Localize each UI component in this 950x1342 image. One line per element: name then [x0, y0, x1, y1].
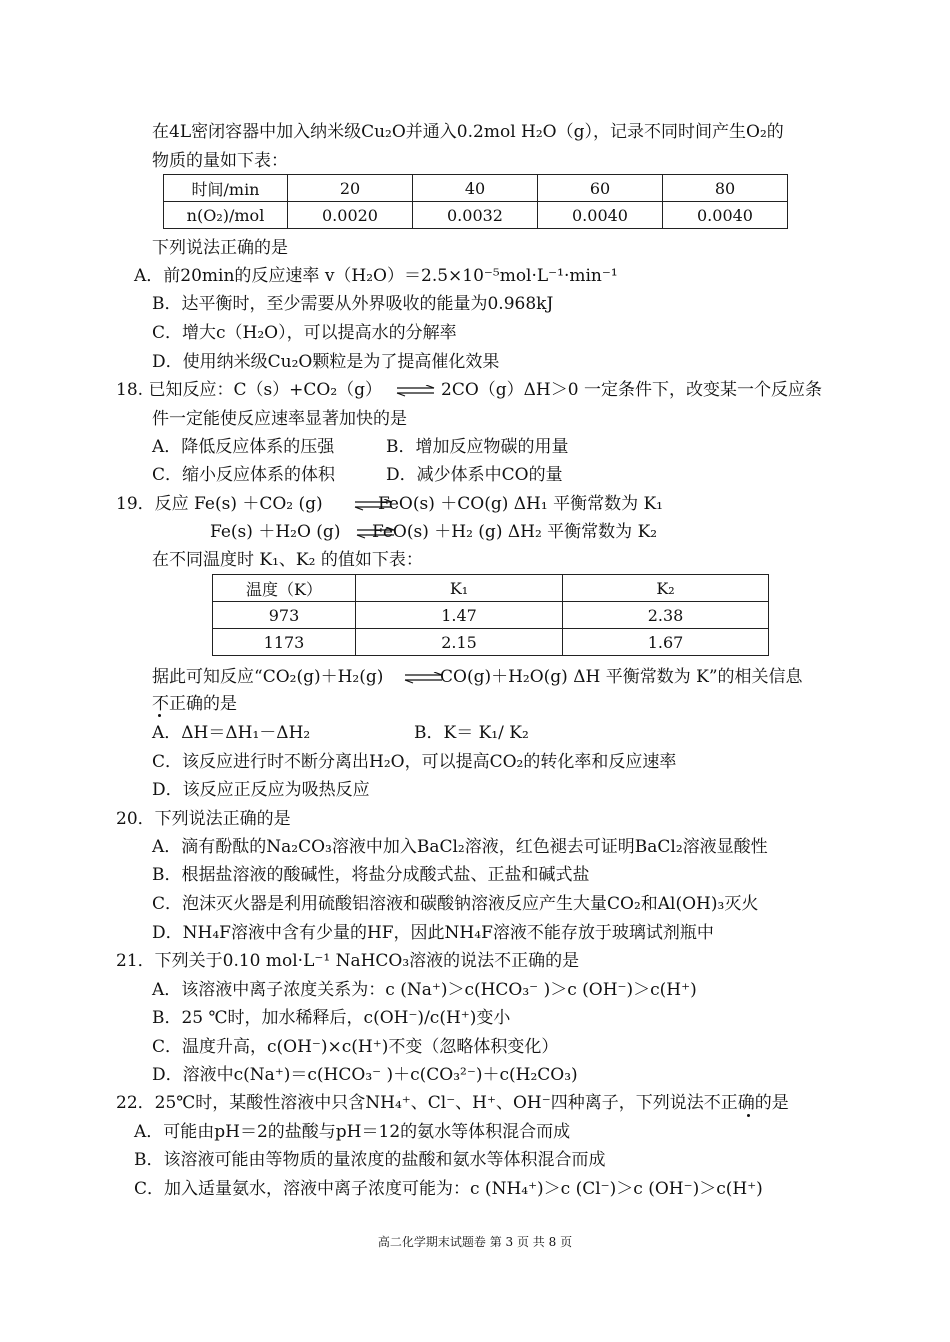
table-cell: 时间/min: [164, 175, 288, 202]
q18-option-b: B．增加反应物碳的用量: [386, 437, 569, 457]
q17-stem: 下列说法正确的是: [152, 238, 288, 258]
table-cell: 0.0020: [288, 202, 413, 229]
q18-line2: 件一定能使反应速率显著加快的是: [152, 409, 407, 429]
q21-option-b: B．25 ℃时，加水稀释后，c(OH⁻)/c(H⁺)变小: [152, 1008, 511, 1028]
table-row: [164, 202, 788, 229]
q19-intro: 在不同温度时 K₁、K₂ 的值如下表：: [152, 550, 423, 570]
q17-option-a: A．前20min的反应速率 v（H₂O）＝2.5×10⁻⁵mol·L⁻¹·min⁻¹: [134, 266, 618, 286]
q18-line1b: 2CO（g）ΔH＞0 一定条件下，改变某一个反应条: [441, 380, 822, 400]
q17-intro: 在4L密闭容器中加入纳米级Cu₂O并通入0.2mol H₂O（g），记录不同时间产生O₂的: [152, 122, 784, 142]
q19-reaction2a: Fe(s) ＋H₂O (g): [210, 522, 341, 542]
table-cell: 20: [288, 175, 413, 202]
q21-option-a: A．该溶液中离子浓度关系为：c (Na⁺)＞c(HCO₃⁻ )＞c (OH⁻)＞c(H⁺): [152, 980, 697, 1000]
q18-option-a: A．降低反应体系的压强: [152, 437, 335, 457]
q20-option-d: D．NH₄F溶液中含有少量的HF，因此NH₄F溶液不能存放于玻璃试剂瓶中: [152, 923, 714, 943]
table-cell: 温度（K）: [213, 575, 356, 602]
q19-question-a: 据此可知反应“CO₂(g)＋H₂(g): [152, 667, 384, 687]
q22-option-a: A．可能由pH＝2的盐酸与pH＝12的氨水等体积混合而成: [134, 1122, 571, 1142]
q21-option-d: D．溶液中c(Na⁺)＝c(HCO₃⁻ )＋c(CO₃²⁻)＋c(H₂CO₃): [152, 1065, 578, 1085]
q19-reaction1b: FeO(s) ＋CO(g) ΔH₁ 平衡常数为 K₁: [378, 494, 663, 514]
q17-option-b: B．达平衡时，至少需要从外界吸收的能量为0.968kJ: [152, 294, 554, 314]
table-row: [213, 575, 769, 602]
q17-option-c: C．增大c（H₂O），可以提高水的分解率: [152, 323, 457, 343]
table-cell: 80: [663, 175, 788, 202]
q19-question-2: 不正确的是: [152, 694, 237, 714]
q19-option-b: B．K＝ K₁/ K₂: [414, 723, 529, 743]
table-cell: 973: [213, 602, 356, 629]
table-cell: 60: [538, 175, 663, 202]
q19-reaction1a: 19．反应 Fe(s) ＋CO₂ (g): [116, 494, 323, 514]
q19-option-a: A．ΔH＝ΔH₁－ΔH₂: [152, 723, 311, 743]
emphasis-dot: [158, 714, 161, 717]
equilibrium-arrow-icon: [404, 672, 444, 684]
q20-option-c: C．泡沫灭火器是利用硫酸铝溶液和碳酸钠溶液反应产生大量CO₂和Al(OH)₃灭火: [152, 894, 759, 914]
q20-option-b: B．根据盐溶液的酸碱性，将盐分成酸式盐、正盐和碱式盐: [152, 865, 590, 885]
table-cell: 1.47: [356, 602, 563, 629]
q19-option-d: D．该反应正反应为吸热反应: [152, 780, 370, 800]
q18-line1a: 18. 已知反应：C（s）+CO₂（g）: [116, 380, 383, 400]
q17-option-d: D．使用纳米级Cu₂O颗粒是为了提高催化效果: [152, 352, 500, 372]
table-cell: n(O₂)/mol: [164, 202, 288, 229]
table-row: [164, 175, 788, 202]
table-row: [213, 629, 769, 656]
table-cell: 2.15: [356, 629, 563, 656]
table-cell: 0.0040: [663, 202, 788, 229]
table-cell: 0.0040: [538, 202, 663, 229]
q18-option-d: D．减少体系中CO的量: [386, 465, 563, 485]
q20-stem: 20．下列说法正确的是: [116, 809, 291, 829]
q22-option-c: C．加入适量氨水，溶液中离子浓度可能为：c (NH₄⁺)＞c (Cl⁻)＞c (OH⁻)＞c(H⁺): [134, 1179, 763, 1199]
q17-intro-2: 物质的量如下表：: [152, 151, 288, 171]
q21-option-c: C．温度升高，c(OH⁻)×c(H⁺)不变（忽略体积变化）: [152, 1037, 559, 1057]
q17-table: [163, 174, 788, 229]
q22-option-b: B．该溶液可能由等物质的量浓度的盐酸和氨水等体积混合而成: [134, 1150, 606, 1170]
q20-option-a: A．滴有酚酞的Na₂CO₃溶液中加入BaCl₂溶液，红色褪去可证明BaCl₂溶液显酸性: [152, 837, 768, 857]
table-cell: K₁: [356, 575, 563, 602]
emphasis-dot: [747, 1114, 750, 1117]
table-cell: 0.0032: [413, 202, 538, 229]
table-cell: 40: [413, 175, 538, 202]
q19-question-b: CO(g)＋H₂O(g) ΔH 平衡常数为 K”的相关信息: [440, 667, 803, 687]
table-cell: K₂: [563, 575, 769, 602]
table-cell: 2.38: [563, 602, 769, 629]
page-footer: 高二化学期末试题卷 第 3 页 共 8 页: [377, 1235, 573, 1249]
q19-option-c: C．该反应进行时不断分离出H₂O，可以提高CO₂的转化率和反应速率: [152, 752, 677, 772]
table-cell: 1.67: [563, 629, 769, 656]
q22-stem: 22．25℃时，某酸性溶液中只含NH₄⁺、Cl⁻、H⁺、OH⁻四种离子，下列说法不正确的是: [116, 1093, 789, 1113]
q18-option-c: C．缩小反应体系的体积: [152, 465, 336, 485]
q21-stem: 21．下列关于0.10 mol·L⁻¹ NaHCO₃溶液的说法不正确的是: [116, 951, 580, 971]
q19-reaction2b: FeO(s) ＋H₂ (g) ΔH₂ 平衡常数为 K₂: [372, 522, 658, 542]
table-row: [213, 602, 769, 629]
equilibrium-arrow-icon: [396, 385, 436, 397]
q19-table: [212, 574, 769, 656]
table-cell: 1173: [213, 629, 356, 656]
